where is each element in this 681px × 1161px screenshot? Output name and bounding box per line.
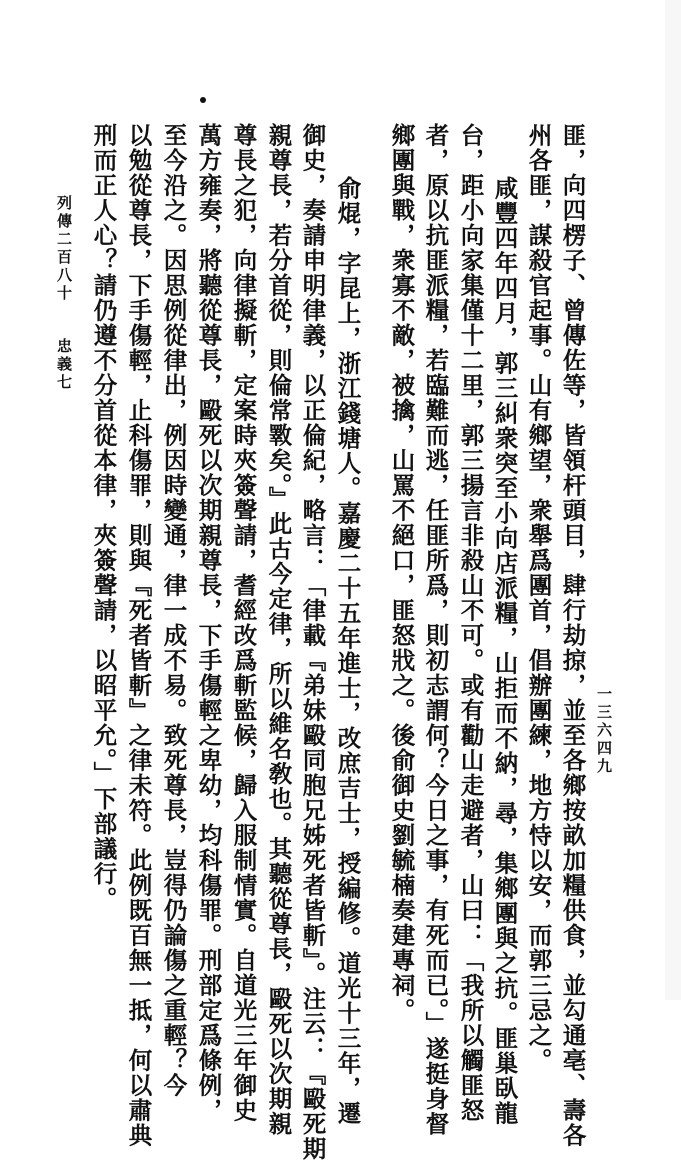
text-column-11: 萬方雍奏，將聽從尊長，毆死以次期親尊長，下手傷輕之卑幼，均科傷罪。刑部定爲條例， [194, 123, 223, 1123]
ink-dot [200, 97, 206, 103]
text-column-10: 尊長之犯，向律擬斬，定案時夾簽聲請，耆經改爲斬監候，歸入服制情實。自道光三年御史 [229, 123, 258, 1123]
page-edge-shadow [665, 0, 681, 1000]
text-column-12: 至今沿之。因思例從律出，例因時變通，律一成不易。致死尊長，豈得仍論傷之重輕？今 [159, 123, 188, 1098]
text-column-14: 刑而正人心？請仍遵不分首從本律，夾簽聲請，以昭平允。」下部議行。 [89, 123, 118, 912]
text-column-5: 者，原以抗匪派糧，若臨難而逃，任匪所爲，則初志謂何？今日之事，有死而已。」遂挺身督 [421, 123, 450, 1137]
text-column-4: 台，距小向家集僅十二里，郭三揚言非殺山不可。或有勸山走避者，山曰：「我所以觸匪怒 [456, 123, 485, 1123]
text-column-3: 咸豐四年四月，郭三糾衆突至小向店派糧，山拒而不納，尋，集鄉團與之抗。匪巢臥龍 [490, 176, 519, 1126]
section-header: 列傳二百八十 [55, 195, 73, 303]
chapter-header: 忠義七 [55, 338, 73, 392]
page-number: 一三六四九 [595, 686, 613, 776]
text-column-8: 御史，奏請申明律義，以正倫紀，略言：「律載『弟妹毆同胞兄姊死者皆斬』。注云：『毆死期 [298, 123, 327, 1161]
text-column-9: 親尊長，若分首從，則倫常斁矣。』此古今定律，所以維名敎也。其聽從尊長，毆死以次期親 [264, 123, 293, 1137]
text-column-13: 以勉從尊長，下手傷輕，止科傷罪，則與『死者皆斬』之律未符。此例既百無一抵，何以肅典 [124, 123, 153, 1148]
text-column-1: 匪，向四楞子、曾傳佐等，皆領杆頭目，肆行劫掠，並至各鄉按畝加糧供食，並勾通亳、壽各 [558, 123, 587, 1148]
text-column-6: 鄉團與戰，衆寡不敵，被擒，山罵不絕口，匪怒戕之。後俞御史劉毓楠奏建專祠。 [387, 123, 416, 1023]
text-column-7: 俞焜，字昆上，浙江錢塘人。嘉慶二十五年進士，改庶吉士，授編修。道光十三年，遷 [333, 176, 362, 1126]
text-column-2: 州各匪，謀殺官起事。山有鄉望，衆舉爲團首，倡辦團練，地方恃以安，而郭三忌之。 [524, 123, 553, 1073]
